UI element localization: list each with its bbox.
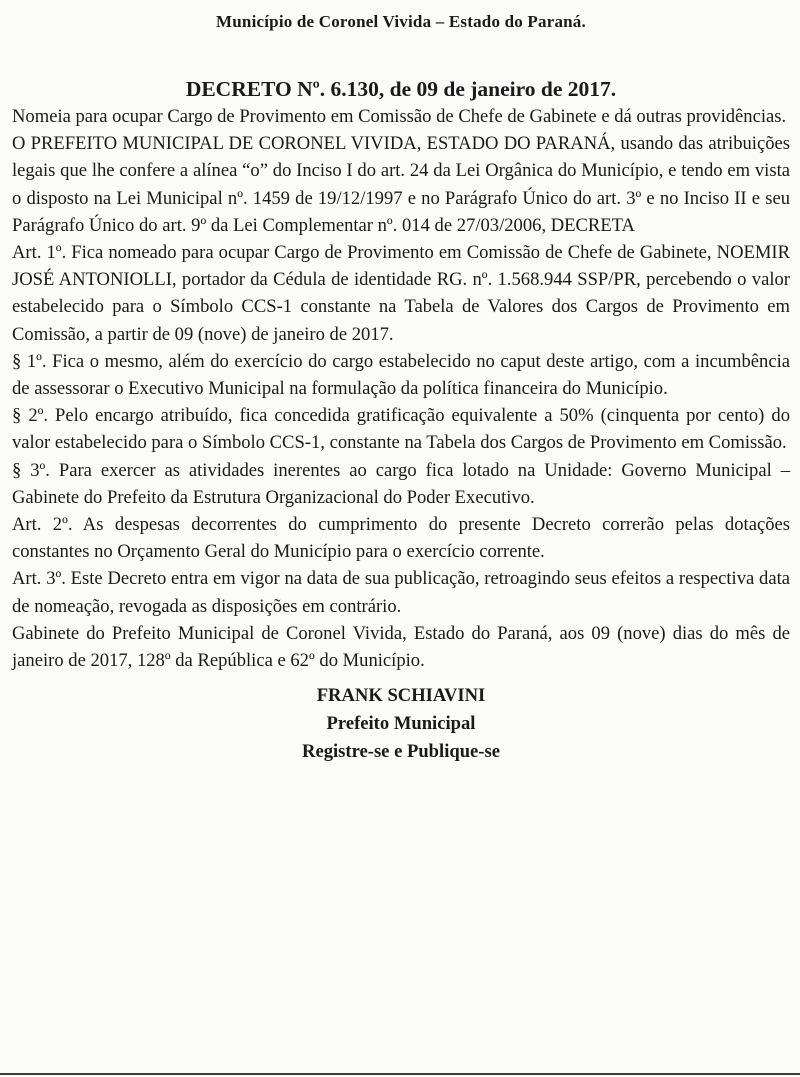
decree-title: DECRETO Nº. 6.130, de 09 de janeiro de 2017.: [185, 77, 617, 101]
decree-body: [12, 103, 790, 674]
document-header: Município de Coronel Vivida – Estado do Paraná.: [216, 12, 586, 31]
article-2-paragraph: Art. 2º. As despesas decorrentes do cumprimento do presente Decreto correrão pelas dotações constantes no Orçamento Geral do Município para o exercício corrente.: [12, 514, 790, 563]
publication-note: Registre-se e Publique-se: [302, 741, 500, 763]
closing-paragraph: Gabinete do Prefeito Municipal de Coronel Vivida, Estado do Paraná, aos 09 (nove) dias do mês de janeiro de 2017, 128º da República e 62º do Município.: [12, 622, 790, 672]
preamble-paragraph: O PREFEITO MUNICIPAL DE CORONEL VIVIDA, ESTADO DO PARANÁ, usando das atribuições legais que lhe confere a alínea “o” do Inciso I do art. 24 da Lei Orgânica do Município, e tendo em vista o disposto na Lei Municipal nº. 1459 de 19/12/1997 e no Parágrafo Único do art. 3º e no Inciso II e seu Parágrafo Único do art. 9º da Lei Complementar nº. 014 de 27/03/2006, DECRETA: [12, 133, 790, 236]
section-1-paragraph: § 1º. Fica o mesmo, além do exercício do cargo estabelecido no caput deste artigo, com a incumbência de assessorar o Executivo Municipal na formulação da política financeira do Município.: [12, 350, 790, 400]
bottom-divider: [0, 1073, 800, 1075]
summary-paragraph: Nomeia para ocupar Cargo de Provimento em Comissão de Chefe de Gabinete e dá outras providências.: [12, 106, 787, 127]
article-3-paragraph: Art. 3º. Este Decreto entra em vigor na data de sua publicação, retroagindo seus efeitos a respectiva data de nomeação, revogada as disposições em contrário.: [12, 568, 790, 617]
signatory-role: Prefeito Municipal: [326, 713, 476, 735]
section-3-paragraph: § 3º. Para exercer as atividades inerentes ao cargo fica lotado na Unidade: Governo Municipal – Gabinete do Prefeito da Estrutura Organizacional do Poder Executivo.: [12, 459, 790, 508]
signatory-name: FRANK SCHIAVINI: [316, 685, 486, 707]
article-1-paragraph: Art. 1º. Fica nomeado para ocupar Cargo de Provimento em Comissão de Chefe de Gabinete, NOEMIR JOSÉ ANTONIOLLI, portador da Cédula de identidade RG. nº. 1.568.944 SSP/PR, percebendo o valor estabelecido para o Símbolo CCS-1 constante na Tabela de Valores dos Cargos de Provimento em Comissão, a partir de 09 (nove) de janeiro de 2017.: [12, 242, 790, 345]
section-2-paragraph: § 2º. Pelo encargo atribuído, fica concedida gratificação equivalente a 50% (cinquenta por cento) do valor estabelecido para o Símbolo CCS-1, constante na Tabela dos Cargos de Provimento em Comissão.: [12, 405, 790, 454]
